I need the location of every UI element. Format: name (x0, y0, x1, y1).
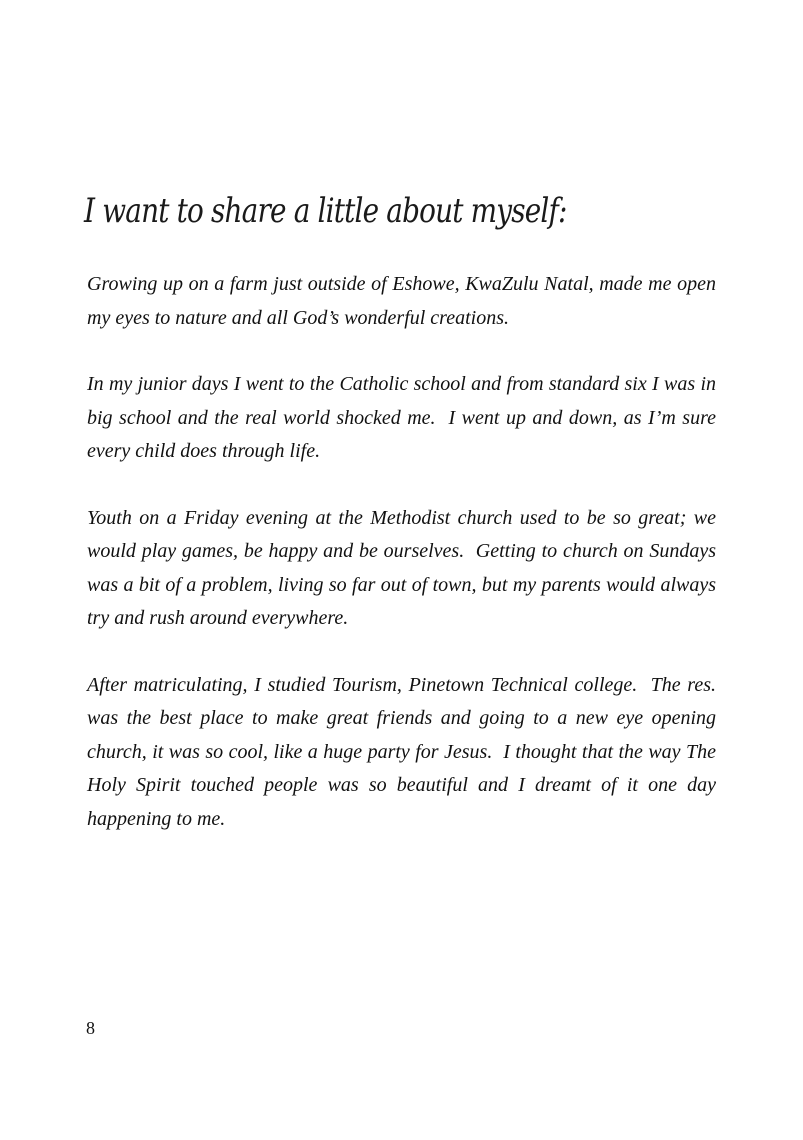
page-number: 8 (86, 1018, 95, 1038)
body-text (87, 268, 721, 869)
paragraph-school: In my junior days I went to the Catholic school and from standard six I was in big school and the real world shocked me. I went up and down, as I’m sure every child does through life. (87, 373, 721, 462)
paragraph-college: After matriculating, I studied Tourism, Pinetown Technical college. The res. was the best place to make great friends and going to a new eye opening church, it was so cool, like a huge party for Jesus. I thought that the way The Holy Spirit touched people was so beautiful and I dreamt of it one day happening to me. (87, 673, 721, 830)
paragraph-childhood: Growing up on a farm just outside of Eshowe, KwaZulu Natal, made me open my eyes to nature and all God’s wonderful creations. (87, 273, 721, 329)
paragraph-youth: Youth on a Friday evening at the Methodist church used to be so great; we would play games, be happy and be ourselves. Getting to church on Sundays was a bit of a problem, living so far out of town, but my parents would always try and rush around everywhere. (87, 506, 721, 629)
section-heading: I want to share a little about myself: (84, 191, 567, 231)
